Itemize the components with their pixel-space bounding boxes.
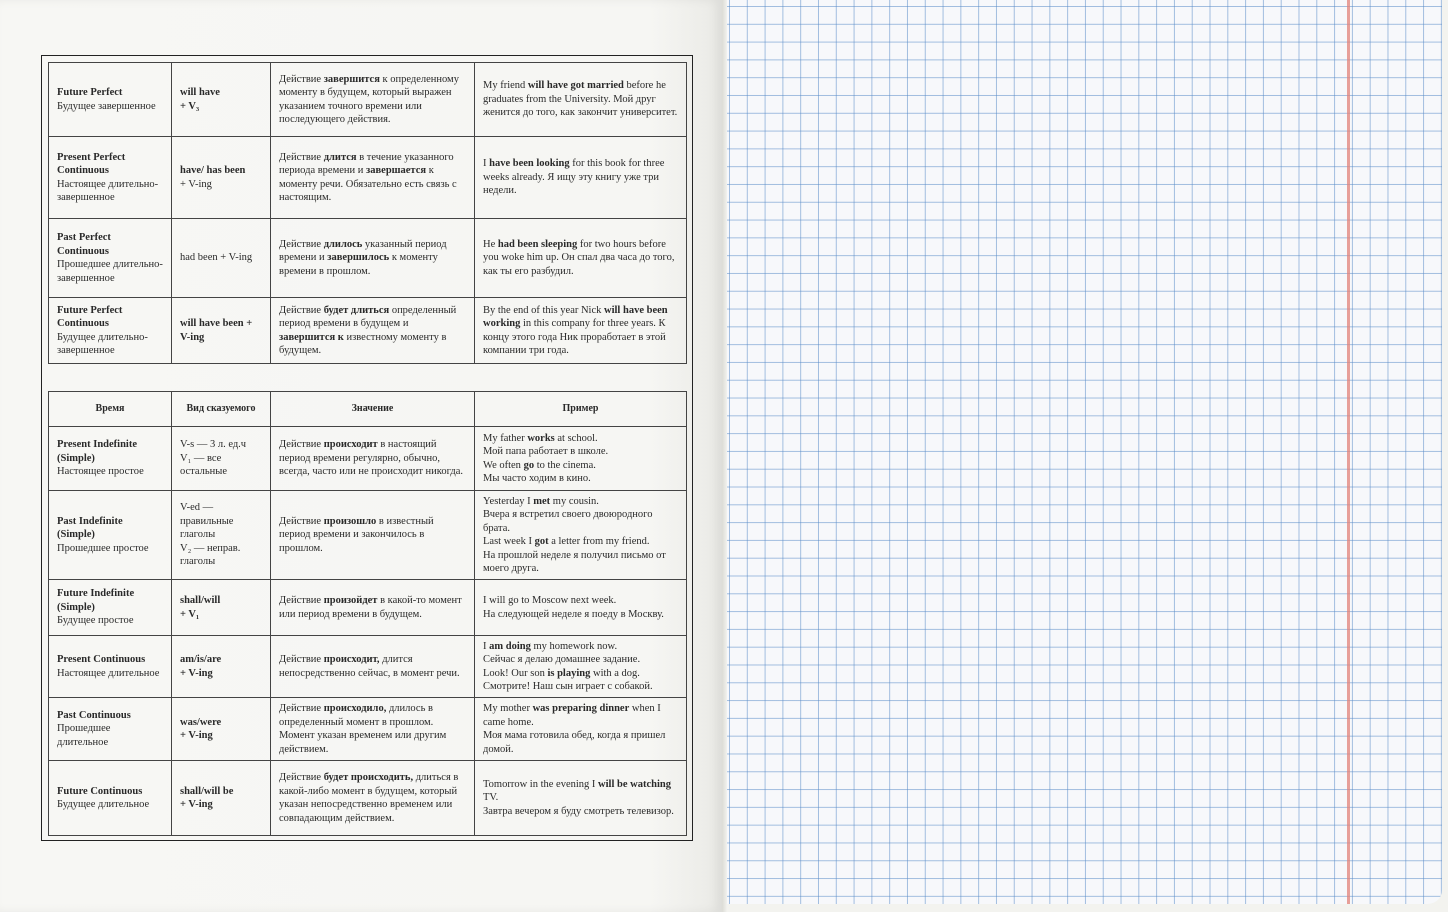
tenses-table-simple-continuous: [48, 391, 687, 836]
meaning-cell: [271, 427, 475, 491]
bold-text: am doing: [489, 640, 531, 652]
meaning-cell: [271, 491, 475, 580]
bold-text: + V-ing: [180, 730, 213, 741]
cell-line: [483, 594, 678, 608]
cell-line: [279, 238, 466, 279]
cell-line: [279, 653, 466, 680]
bold-text: завершится: [323, 73, 380, 85]
cell-line: [483, 680, 678, 694]
tense-ru: Будущее простое: [57, 615, 134, 627]
text: Действие: [279, 73, 324, 85]
text: My father: [483, 432, 528, 444]
meaning-cell: [271, 137, 475, 219]
tense-en: Past Perfect Continuous: [57, 232, 111, 257]
meaning-cell: [271, 636, 475, 698]
form-cell: [172, 137, 271, 219]
cell-line: [483, 608, 678, 622]
text: my cousin.: [550, 495, 599, 507]
cell-line: [279, 594, 466, 621]
form-cell: [172, 427, 271, 491]
bold-text: V-ing: [180, 331, 205, 343]
tense-en: Present Indefinite (Simple): [57, 439, 138, 464]
form-cell: [172, 636, 271, 698]
text: when I came home.: [483, 703, 661, 728]
bold-text: will have been working: [483, 304, 668, 329]
text: in this company for three years. К концу этого года Ник проработает в этой компании три года.: [483, 318, 666, 356]
tense-en: Future Indefinite (Simple): [57, 588, 135, 613]
example-cell: [475, 219, 687, 298]
text: Действие: [279, 439, 324, 451]
text: a letter from my friend.: [548, 536, 650, 547]
bold-text: will be watching: [598, 778, 671, 790]
cell-line: [483, 702, 678, 729]
text: длится непосредственно сейчас, в момент речи.: [279, 654, 460, 679]
bold-text: got: [534, 536, 549, 547]
table-row: [49, 761, 687, 836]
table-row: [49, 137, 687, 219]
tenses-table-perfect: [48, 62, 687, 364]
cell-line: [279, 438, 466, 479]
form-cell: [172, 761, 271, 836]
text: к моменту речи. Обязательно есть связь с настоящим.: [279, 165, 457, 203]
cell-line: [483, 459, 678, 473]
tense-en: Future Continuous: [57, 785, 143, 797]
table-row: [49, 63, 687, 137]
text: I: [483, 158, 490, 170]
tense-en: Future Perfect: [57, 87, 123, 98]
text: Действие: [279, 304, 324, 316]
bold-text: am/is/are: [180, 654, 222, 665]
cell-line: [279, 151, 466, 205]
tense-ru: Будущее длительное: [57, 799, 150, 810]
text: V₁ — все остальные: [180, 452, 228, 478]
text: известному моменту в будущем.: [279, 331, 447, 356]
text: He: [483, 238, 498, 250]
example-cell: [475, 427, 687, 491]
text: Действие: [279, 515, 324, 527]
cell-line: [483, 79, 678, 120]
cell-line: [483, 432, 678, 446]
table-row: [49, 219, 687, 298]
text: Вчера я встретил своего двоюродного брата.: [483, 509, 653, 534]
table-row: [49, 491, 687, 580]
text: На следующей неделе я поеду в Москву.: [483, 608, 664, 620]
text: Действие: [279, 151, 324, 163]
cell-line: [483, 640, 678, 654]
header-example: Пример: [475, 392, 687, 427]
text: V-ed — правильные глаголы: [180, 502, 234, 541]
tense-ru: Прошедшее длительно-завершенное: [57, 259, 163, 284]
cell-line: [483, 157, 678, 198]
tense-ru: Прошедшее простое: [57, 542, 149, 554]
tense-cell: [49, 427, 172, 491]
bold-text: shall/will be: [180, 785, 234, 797]
text: V₂ — неправ. глаголы: [180, 542, 241, 568]
bold-text: завершится к: [279, 331, 344, 343]
cell-line: [483, 653, 678, 667]
bold-text: had been sleeping: [497, 238, 578, 250]
meaning-cell: [271, 298, 475, 364]
text: Мой папа работает в школе.: [483, 446, 609, 457]
bold-text: + V-ing: [180, 667, 213, 679]
text: Действие: [279, 238, 324, 250]
tense-cell: [49, 761, 172, 836]
bold-text: завершилось: [327, 252, 390, 264]
table-row: [49, 636, 687, 698]
meaning-cell: [271, 698, 475, 761]
meaning-cell: [271, 580, 475, 636]
bold-text: длилось: [323, 238, 363, 250]
text: for this book for three weeks already. Я ищу эту книгу уже три недели.: [483, 158, 665, 197]
cell-line: [483, 472, 678, 486]
example-cell: [475, 491, 687, 580]
bold-text: + V-ing: [180, 799, 213, 810]
table-row: [49, 580, 687, 636]
cell-line: [483, 667, 678, 681]
form-cell: [172, 63, 271, 137]
text: at school.: [554, 432, 598, 444]
bold-text: произойдет: [323, 595, 378, 606]
grid-page: [727, 0, 1442, 904]
text: with a dog.: [590, 667, 640, 679]
text: указанный период времени и: [279, 238, 447, 264]
example-cell: [475, 698, 687, 761]
tense-ru: Настоящее длительное: [57, 667, 160, 679]
text: TV.: [483, 792, 499, 804]
text: длилось в определенный момент в прошлом. Момент указан временем или другим действием.: [279, 703, 447, 755]
text: Сейчас я делаю домашнее задание.: [483, 654, 641, 665]
tense-cell: [49, 137, 172, 219]
text: I: [483, 640, 490, 652]
text: длиться в какой-либо момент в будущем, который указан непосредственно временем или совпадающим действием.: [279, 772, 459, 824]
table-header-row: [49, 392, 687, 427]
form-cell: [172, 580, 271, 636]
margin-line: [1347, 0, 1350, 904]
text: в течение указанного периода времени и: [279, 151, 454, 176]
text: to the cinema.: [534, 459, 596, 471]
bold-text: длится: [323, 151, 357, 163]
text: had been + V-ing: [180, 252, 253, 264]
meaning-cell: [271, 761, 475, 836]
text: в какой-то момент или период времени в будущем.: [279, 595, 462, 620]
text: Tomorrow in the evening I: [483, 778, 599, 790]
bold-text: + V₁: [180, 608, 200, 620]
bold-text: will have: [180, 87, 220, 98]
text: в настоящий период времени регулярно, обычно, всегда, часто или не происходит никогда.: [279, 439, 464, 478]
table-row: [49, 298, 687, 364]
cell-line: [279, 73, 466, 127]
example-cell: [475, 761, 687, 836]
bold-text: met: [533, 495, 551, 507]
tense-ru: Будущее завершенное: [57, 100, 156, 112]
text: в известный период времени и закончилось в прошлом.: [279, 515, 434, 554]
bold-text: is playing: [547, 667, 591, 679]
text: Yesterday I: [483, 495, 534, 507]
bold-text: + V₃: [180, 100, 200, 112]
text: Look! Our son: [483, 667, 548, 679]
tense-en: Present Perfect Continuous: [57, 151, 126, 176]
text: before he graduates from the University. Мой друг женится до того, как закончит университет.: [483, 80, 678, 119]
example-cell: [475, 137, 687, 219]
left-page: [0, 0, 722, 912]
tense-cell: [49, 219, 172, 298]
header-meaning: Значение: [271, 392, 475, 427]
cell-line: [483, 495, 678, 509]
text: Действие: [279, 654, 324, 665]
text: My mother: [483, 703, 533, 714]
text: My friend: [483, 80, 528, 92]
tense-cell: [49, 63, 172, 137]
text: By the end of this year Nick: [483, 304, 605, 316]
text: Смотрите! Наш сын играет с собакой.: [483, 681, 653, 692]
example-cell: [475, 636, 687, 698]
cell-line: [483, 508, 678, 535]
text: We often: [483, 459, 524, 471]
meaning-cell: [271, 63, 475, 137]
bold-text: have/ has been: [180, 165, 246, 176]
text: Действие: [279, 595, 324, 606]
text: Действие: [279, 703, 324, 714]
text: На прошлой неделе я получил письмо от моего друга.: [483, 549, 666, 574]
header-form: Вид сказуемого: [172, 392, 271, 427]
bold-text: was/were: [180, 716, 222, 728]
bold-text: происходило,: [323, 703, 387, 714]
bold-text: завершается: [366, 165, 427, 176]
text: Завтра вечером я буду смотреть телевизор.: [483, 805, 674, 817]
form-cell: [172, 491, 271, 580]
bold-text: будет происходить,: [323, 772, 414, 783]
tense-cell: [49, 636, 172, 698]
bold-text: произошло: [323, 515, 377, 527]
cell-line: [483, 778, 678, 805]
tense-ru: Будущее длительно-завершенное: [57, 331, 148, 356]
tense-en: Past Continuous: [57, 709, 131, 721]
cell-line: [483, 238, 678, 279]
text: my homework now.: [530, 640, 618, 652]
text: Мы часто ходим в кино.: [483, 473, 591, 484]
tense-en: Future Perfect Continuous: [57, 304, 123, 329]
bold-text: go: [523, 459, 535, 471]
cell-line: [279, 771, 466, 825]
cell-line: [279, 304, 466, 358]
table-row: [49, 427, 687, 491]
meaning-cell: [271, 219, 475, 298]
example-cell: [475, 298, 687, 364]
cell-line: [483, 549, 678, 576]
text: Last week I: [483, 536, 535, 547]
bold-text: have been looking: [489, 158, 570, 170]
bold-text: works: [527, 432, 555, 444]
cell-line: [483, 535, 678, 549]
tense-ru: Прошедшее длительное: [57, 723, 111, 748]
bold-text: will have got married: [527, 80, 624, 92]
cell-line: [483, 304, 678, 358]
header-time: Время: [49, 392, 172, 427]
text: определенный период времени в будущем и: [279, 304, 457, 329]
form-cell: [172, 698, 271, 761]
bold-text: происходит: [323, 439, 378, 451]
text: Действие: [279, 772, 324, 783]
cell-line: [279, 515, 466, 556]
tense-cell: [49, 491, 172, 580]
tense-en: Present Continuous: [57, 654, 146, 665]
tense-en: Past Indefinite (Simple): [57, 515, 123, 541]
table-row: [49, 698, 687, 761]
cell-line: [483, 729, 678, 756]
tense-cell: [49, 580, 172, 636]
text: V-s — 3 л. ед.ч: [180, 439, 247, 451]
bold-text: will have been +: [180, 318, 253, 329]
bold-text: was preparing dinner: [532, 703, 630, 714]
tense-cell: [49, 698, 172, 761]
tense-ru: Настоящее простое: [57, 466, 144, 478]
cell-line: [279, 702, 466, 756]
text: + V-ing: [180, 178, 212, 190]
bold-text: shall/will: [180, 595, 221, 606]
example-cell: [475, 63, 687, 137]
text: I will go to Moscow next week.: [483, 595, 617, 606]
text: к моменту времени в прошлом.: [279, 252, 438, 277]
cell-line: [483, 445, 678, 459]
bold-text: будет длиться: [323, 304, 390, 316]
bold-text: происходит,: [323, 654, 380, 665]
tense-cell: [49, 298, 172, 364]
text: for two hours before you woke him up. Он спал два часа до того, как ты его разбудил.: [483, 238, 675, 277]
example-cell: [475, 580, 687, 636]
cell-line: [483, 805, 678, 819]
form-cell: [172, 219, 271, 298]
form-cell: [172, 298, 271, 364]
text: Моя мама готовила обед, когда я пришел домой.: [483, 730, 666, 755]
tense-ru: Настоящее длительно-завершенное: [57, 178, 159, 203]
text: к определенному моменту в будущем, который выражен указанием точного времени или последующего действия.: [279, 73, 459, 125]
